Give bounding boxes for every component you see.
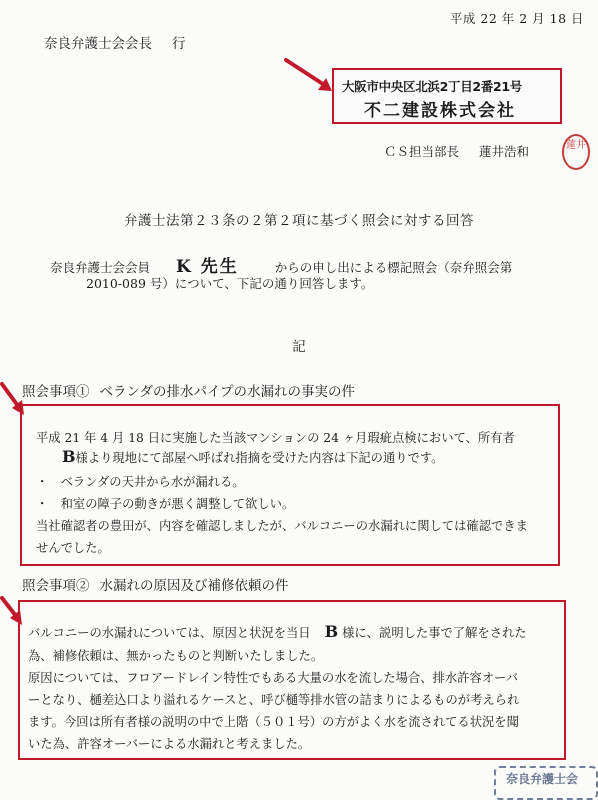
section-1-line-4: ・ 和室の障子の動きが悪く調整して欲しい。	[36, 497, 295, 511]
section-2-title: 水漏れの原因及び補修依頼の件	[99, 578, 289, 594]
arrow-icon	[282, 56, 336, 96]
owner-mark: B	[324, 622, 339, 641]
owner-mark: B	[62, 447, 76, 466]
section-2-line-1a: バルコニーの水漏れについては、原因と状況を当日	[28, 626, 311, 640]
section-2-box	[18, 600, 566, 760]
section-1-heading	[22, 380, 355, 400]
section-2-line-1b: 様に、説明した事で了解をされた	[342, 626, 527, 640]
intro-member-label: 奈良弁護士会会員	[50, 260, 151, 275]
section-2-line-1	[28, 622, 527, 641]
bar-association-stamp: 奈良弁護士会	[494, 766, 598, 800]
section-1-line-2	[62, 447, 443, 466]
document-date: 平成 22 年 2 月 18 日	[449, 11, 584, 26]
company-name: 不二建設株式会社	[364, 101, 516, 121]
document-title: 弁護士法第２３条の２第２項に基づく照会に対する回答	[124, 213, 474, 229]
section-1-line-5: 当社確認者の豊田が、内容を確認しましたが、バルコニーの水漏れに関しては確認できま	[36, 519, 528, 533]
section-2-line-5: ます。今回は所有者様の説明の中で上階（５０１号）の方がよく水を流されてる状況を聞	[28, 715, 519, 729]
addressee-name: 奈良弁護士会会長	[44, 36, 152, 52]
section-2-line-3: 原因については、フロアードレイン特性でもある大量の水を流した場合、排水許容オーバ	[28, 671, 519, 685]
section-1-label: 照会事項①	[22, 384, 90, 400]
company-address: 大阪市中央区北浜2丁目2番21号	[342, 79, 522, 94]
person-name: 蓮井浩和	[479, 144, 530, 159]
intro-line-2: 2010-089 号）について、下記の通り回答します。	[86, 276, 374, 291]
section-1-box	[20, 404, 560, 566]
section-1-line-6: せんでした。	[36, 541, 110, 555]
department: ＣＳ担当部長	[384, 144, 460, 159]
addressee	[44, 32, 186, 52]
company-stamp	[332, 68, 562, 124]
section-1-line-3: ・ ベランダの天井から水が漏れる。	[36, 475, 245, 489]
addressee-suffix: 行	[172, 36, 186, 52]
requester-name: K 先生	[176, 257, 239, 277]
section-2-line-2: 為、補修依頼は、無かったものと判断いたしました。	[28, 649, 324, 663]
intro-text: からの申し出による標記照会（奈弁照会第	[274, 260, 513, 275]
personal-seal: 蓮井	[562, 134, 590, 170]
section-2-label: 照会事項②	[22, 578, 90, 594]
section-1-title: ベランダの排水パイプの水漏れの事実の件	[99, 384, 356, 400]
section-1-line-1: 平成 21 年 4 月 18 日に実施した当該マンションの 24 ヶ月瑕疵点検において、所有者	[36, 431, 515, 445]
section-2-line-6: いた為、許容オーバーによる水漏れと考えました。	[28, 737, 311, 751]
section-2-line-4: ーとなり、樋差込口より溢れるケースと、呼び樋等排水管の詰まりによるものが考えられ	[28, 693, 520, 707]
ki-heading: 記	[292, 339, 306, 355]
responsible-person	[384, 142, 529, 160]
section-2-heading	[22, 574, 289, 594]
section-1-line-2-text: 様より現地にて部屋へ呼ばれ指摘を受けた内容は下記の通りです。	[75, 451, 444, 465]
